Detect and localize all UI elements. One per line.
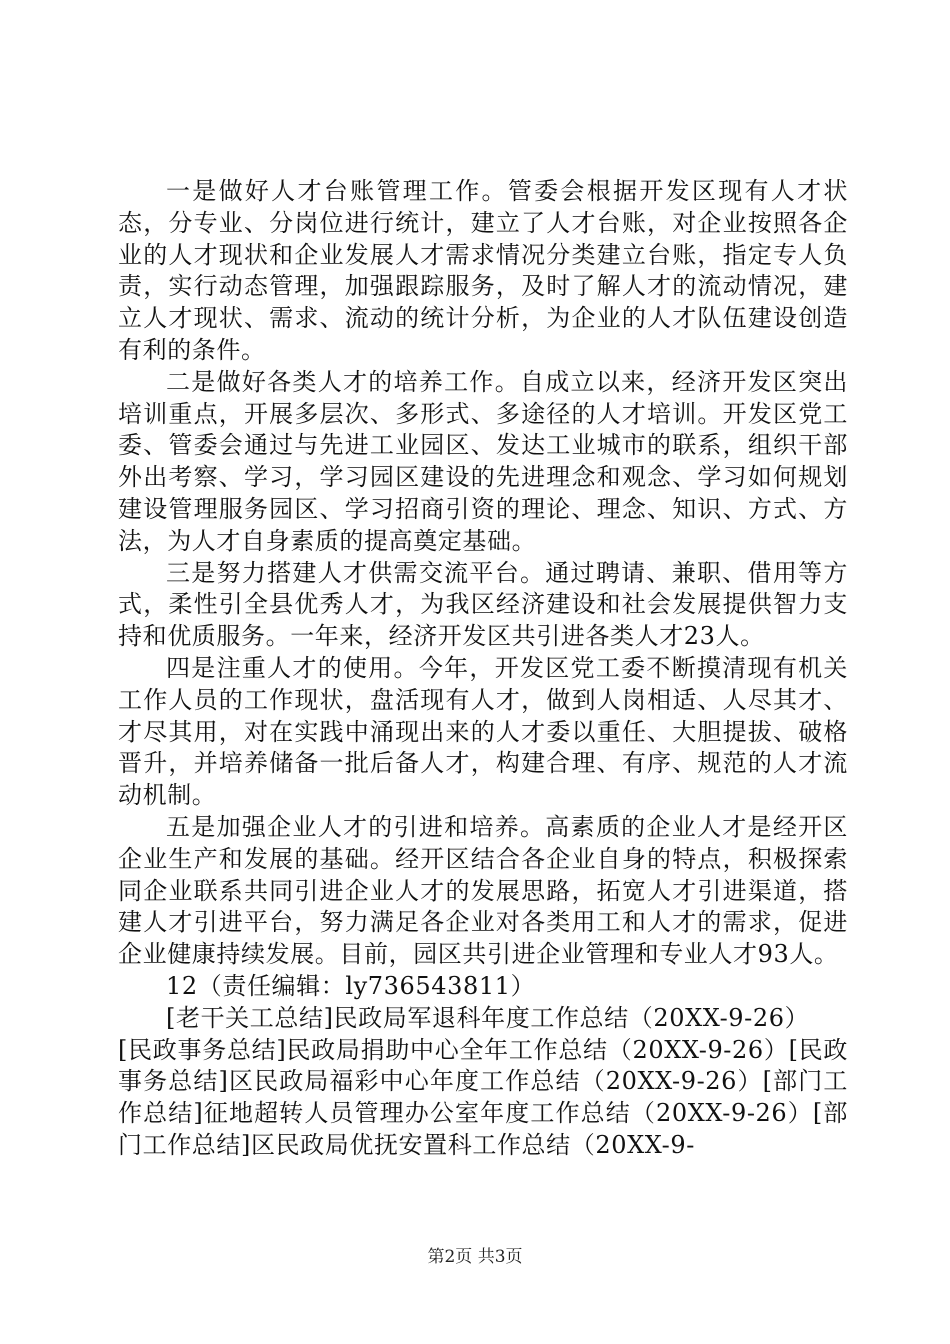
paragraph-talent-ledger: 一是做好人才台账管理工作。管委会根据开发区现有人才状态，分专业、分岗位进行统计，建立了人才台账，对企业按照各企业的人才现状和企业发展人才需求情况分类建立台账，指定专人负责，实行动态管理，加强跟踪服务，及时了解人才的流动情况，建立人才现状、需求、流动的统计分析，为企业的人才队伍建设创造有利的条件。 [118,177,848,364]
paragraph-enterprise-talent: 五是加强企业人才的引进和培养。高素质的企业人才是经开区企业生产和发展的基础。经开区结合各企业自身的特点，积极探索同企业联系共同引进企业人才的发展思路，拓宽人才引进渠道，搭建人才引进平台，努力满足各企业对各类用工和人才的需求，促进企业健康持续发展。目前，园区共引进企业管理和专业人才93人。 [118,812,848,969]
paragraph-talent-usage: 四是注重人才的使用。今年，开发区党工委不断摸清现有机关工作人员的工作现状，盘活现有人才，做到人岗相适、人尽其才、才尽其用，对在实践中涌现出来的人才委以重任、大胆提拔、破格晋升，并培养储备一批后备人才，构建合理、有序、规范的人才流动机制。 [118,653,848,810]
page-number: 第2页 共3页 [427,1247,523,1267]
document-body [118,176,848,1162]
paragraph-talent-exchange-platform: 三是努力搭建人才供需交流平台。通过聘请、兼职、借用等方式，柔性引全县优秀人才，为我区经济建设和社会发展提供智力支持和优质服务。一年来，经济开发区共引进各类人才23人。 [118,558,848,651]
paragraph-talent-training: 二是做好各类人才的培养工作。自成立以来，经济开发区突出培训重点，开展多层次、多形式、多途径的人才培训。开发区党工委、管委会通过与先进工业园区、发达工业城市的联系，组织干部外出考察、学习，学习园区建设的先进理念和观念、学习如何规划建设管理服务园区、学习招商引资的理论、理念、知识、方式、方法，为人才自身素质的提高奠定基础。 [118,367,848,555]
related-article-first: [老干关工总结]民政局军退科年度工作总结（20XX-9-26） [166,1003,810,1032]
editor-credit: 12（责任编辑：ly736543811） [166,971,536,1000]
related-articles-list: [民政事务总结]民政局捐助中心全年工作总结（20XX-9-26）[民政事务总结]区民政局福彩中心年度工作总结（20XX-9-26）[部门工作总结]征地超转人员管理办公室年度工作总结（20XX-9-26）[部门工作总结]区民政局优抚安置科工作总结（20XX-9- [118,1035,848,1159]
